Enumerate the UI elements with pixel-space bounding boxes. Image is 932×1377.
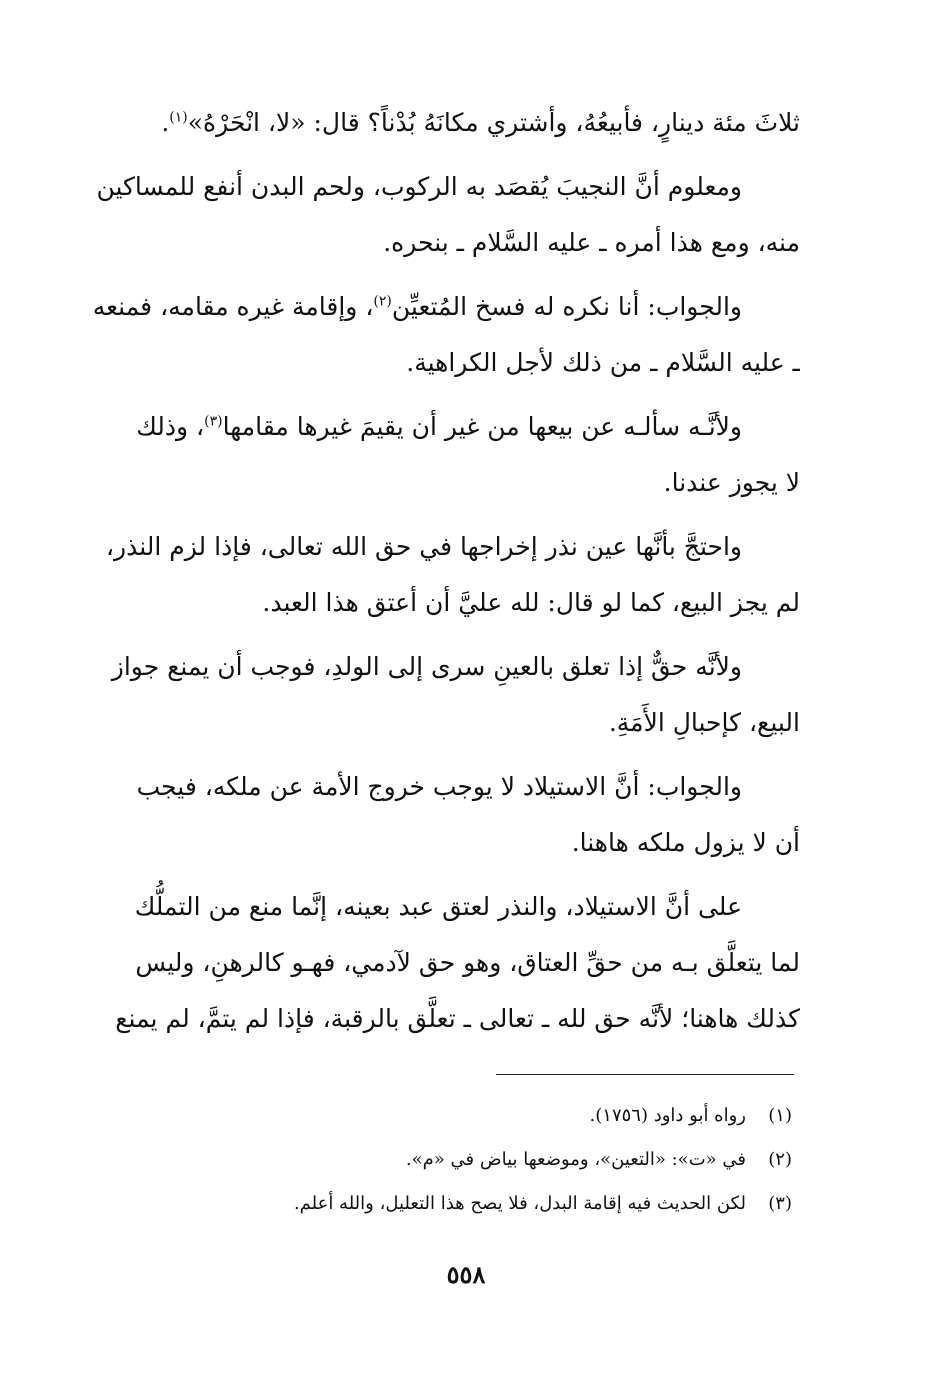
line-text: . <box>161 108 170 137</box>
text-line: والجواب: أنَّ الاستيلاد لا يوجب خروج الأمة عن ملكه، فيجب <box>136 772 742 801</box>
paragraph-5 <box>80 519 800 631</box>
footnote-marker: (١) <box>169 109 188 126</box>
paragraph-7 <box>80 759 800 871</box>
text-line: أن لا يزول ملكه هاهنا. <box>571 828 800 857</box>
footnotes <box>80 1094 800 1226</box>
text-line: ولأنَّه حقٌّ إذا تعلق بالعينِ سرى إلى الولدِ، فوجب أن يمنع جواز <box>111 652 742 681</box>
page-number: ٥٥٨ <box>446 1260 486 1289</box>
text-line: على أنَّ الاستيلاد، والنذر لعتق عبد بعينه، إنَّما منع من التملُّك <box>134 892 742 921</box>
footnote-text: لكن الحديث فيه إقامة البدل، فلا يصح هذا التعليل، والله أعلم. <box>293 1193 746 1214</box>
paragraph-4 <box>80 399 800 511</box>
footnote-2 <box>80 1138 800 1182</box>
text-line <box>80 95 800 151</box>
footnote-divider <box>496 1074 794 1075</box>
footnote-number: (٣) <box>768 1193 792 1214</box>
footnote-number: (٢) <box>768 1149 792 1170</box>
text-line <box>80 399 800 455</box>
text-line: لما يتعلَّق بـه من حقِّ العتاق، وهو حق لآدمي، فهـو كالرهنِ، وليس <box>135 948 800 977</box>
footnote-marker: (٢) <box>373 293 392 310</box>
text-line: ـ عليه السَّلام ـ من ذلك لأجل الكراهية. <box>406 348 800 377</box>
paragraph-6 <box>80 639 800 751</box>
text-line: لم يجز البيع، كما لو قال: لله عليَّ أن أعتق هذا العبد. <box>262 588 800 617</box>
line-text: ولأنَّـه سألـه عن بيعها من غير أن يقيمَ غيرها مقامها <box>222 412 742 441</box>
text-line: البيع، كإحبالِ الأَمَةِ. <box>608 708 800 737</box>
paragraph-3 <box>80 279 800 391</box>
footnote-marker: (٣) <box>204 413 223 430</box>
text-line: ومعلوم أنَّ النجيبَ يُقصَد به الركوب، ولحم البدن أنفع للمساكين <box>96 172 742 201</box>
line-text: والجواب: أنا نكره له فسخ المُتعيِّن <box>391 292 742 321</box>
main-text <box>80 95 800 1047</box>
footnote-text: في «ت»: «التعين»، وموضعها بياض في «م». <box>405 1149 746 1170</box>
footnote-3 <box>80 1182 800 1226</box>
text-line <box>80 279 800 335</box>
text-line: منه، ومع هذا أمره ـ عليه السَّلام ـ بنحره. <box>383 228 800 257</box>
paragraph-2 <box>80 159 800 271</box>
paragraph-8 <box>80 879 800 1047</box>
line-text: ثلاثَ مئة دينارٍ، فأبيعُهُ، وأشتري مكانَهُ بُدْناً؟ قال: «لا، انْحَرْهُ» <box>187 108 800 137</box>
line-text: ، وذلك <box>136 412 205 441</box>
footnote-number: (١) <box>768 1105 792 1126</box>
text-line: لا يجوز عندنا. <box>663 468 800 497</box>
footnote-text: رواه أبو داود (١٧٥٦). <box>589 1105 746 1126</box>
text-line: واحتجَّ بأنَّها عين نذر إخراجها في حق الله تعالى، فإذا لزم النذر، <box>105 532 742 561</box>
paragraph-1 <box>80 95 800 151</box>
text-line: كذلك هاهنا؛ لأنَّه حق لله ـ تعالى ـ تعلَّق بالرقبة، فإذا لم يتمَّ، لم يمنع <box>115 1004 800 1033</box>
line-text: ، وإقامة غيره مقامه، فمنعه <box>92 292 374 321</box>
footnote-1 <box>80 1094 800 1138</box>
